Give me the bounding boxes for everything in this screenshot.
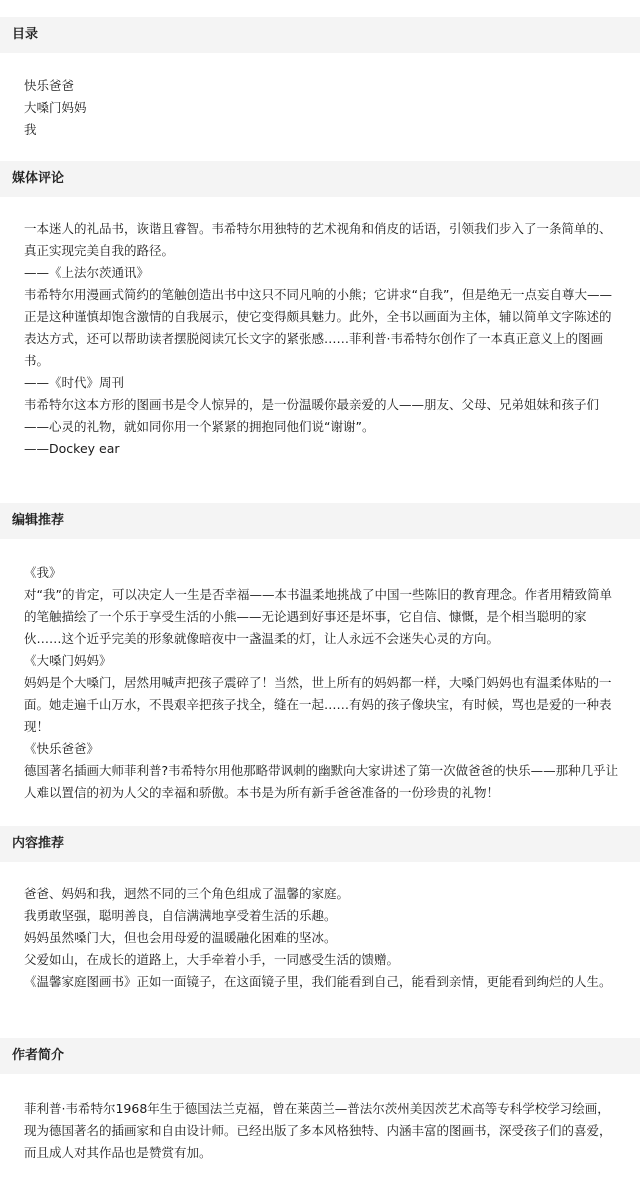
- section-header-content-recommendation: 内容推荐: [0, 826, 640, 862]
- content-line: 《温馨家庭图画书》正如一面镜子，在这面镜子里，我们能看到自己，能看到亲情，更能看到绚烂的人生。: [24, 974, 612, 989]
- content-line: 我勇敢坚强，聪明善良，自信满满地享受着生活的乐趣。: [24, 908, 337, 923]
- section-header-author-bio: 作者简介: [0, 1038, 640, 1074]
- book-title: 《我》: [24, 565, 62, 580]
- toc-item: 我: [24, 122, 37, 137]
- review-source: ——《上法尔茨通讯》: [24, 265, 150, 280]
- toc-item: 快乐爸爸: [24, 78, 75, 93]
- section-header-editor-picks: 编辑推荐: [0, 503, 640, 539]
- review-paragraph: 一本迷人的礼品书，诙谐且睿智。韦希特尔用独特的艺术视角和俏皮的话语，引领我们步入了一条简单的、真正实现完美自我的路径。: [24, 221, 612, 258]
- content-line: 父爱如山，在成长的道路上，大手牵着小手，一同感受生活的馈赠。: [24, 952, 400, 967]
- review-paragraph: 韦希特尔这本方形的图画书是令人惊异的，是一份温暖你最亲爱的人——朋友、父母、兄弟姐妹和孩子们——心灵的礼物，就如同你用一个紧紧的拥抱同他们说“谢谢”。: [24, 397, 600, 434]
- section-body-content-recommendation: [24, 883, 620, 993]
- section-body-toc: [24, 75, 620, 141]
- section-body-media-reviews: [24, 218, 620, 460]
- section-body-editor-picks: [24, 562, 620, 804]
- section-header-media-reviews: 媒体评论: [0, 161, 640, 197]
- book-description: 德国著名插画大师菲利普?韦希特尔用他那略带讽刺的幽默向大家讲述了第一次做爸爸的快乐——那种几乎让人难以置信的初为人父的幸福和骄傲。本书是为所有新手爸爸准备的一份珍贵的礼物！: [24, 763, 619, 800]
- content-line: 妈妈虽然嗓门大，但也会用母爱的温暖融化困难的坚冰。: [24, 930, 337, 945]
- content-line: 爸爸、妈妈和我，迥然不同的三个角色组成了温馨的家庭。: [24, 886, 350, 901]
- review-source: ——Dockey ear: [24, 441, 120, 456]
- section-header-toc: 目录: [0, 17, 640, 53]
- book-description: 对“我”的肯定，可以决定人一生是否幸福——本书温柔地挑战了中国一些陈旧的教育理念。作者用精致简单的笔触描绘了一个乐于享受生活的小熊——无论遇到好事还是坏事，它自信、慷慨，是个相当聪明的家伙……这个近乎完美的形象就像暗夜中一盏温柔的灯，让人永远不会迷失心灵的方向。: [24, 587, 612, 646]
- review-paragraph: 韦希特尔用漫画式简约的笔触创造出书中这只不同凡响的小熊；它讲求“自我”，但是绝无一点妄自尊大——正是这种谨慎却饱含激情的自我展示，使它变得颇具魅力。此外，全书以画面为主体，辅以简单文字陈述的表达方式，还可以帮助读者摆脱阅读冗长文字的紧张感……菲利普·韦希特尔创作了一本真正意义上的图画书。: [24, 287, 612, 368]
- book-title: 《大嗓门妈妈》: [24, 653, 112, 668]
- book-title: 《快乐爸爸》: [24, 741, 100, 756]
- book-description: 妈妈是个大嗓门，居然用喊声把孩子震碎了！当然，世上所有的妈妈都一样，大嗓门妈妈也有温柔体贴的一面。她走遍千山万水，不畏艰辛把孩子找全，缝在一起……有妈的孩子像块宝，有时候，骂也是爱的一种表现！: [24, 675, 612, 734]
- toc-item: 大嗓门妈妈: [24, 100, 87, 115]
- author-bio-paragraph: 菲利普·韦希特尔1968年生于德国法兰克福，曾在莱茵兰—普法尔茨州美因茨艺术高等专科学校学习绘画，现为德国著名的插画家和自由设计师。已经出版了多本风格独特、内涵丰富的图画书，深受孩子们的喜爱，而且成人对其作品也是赞赏有加。: [24, 1101, 612, 1160]
- review-source: ——《时代》周刊: [24, 375, 125, 390]
- section-body-author-bio: [24, 1098, 620, 1164]
